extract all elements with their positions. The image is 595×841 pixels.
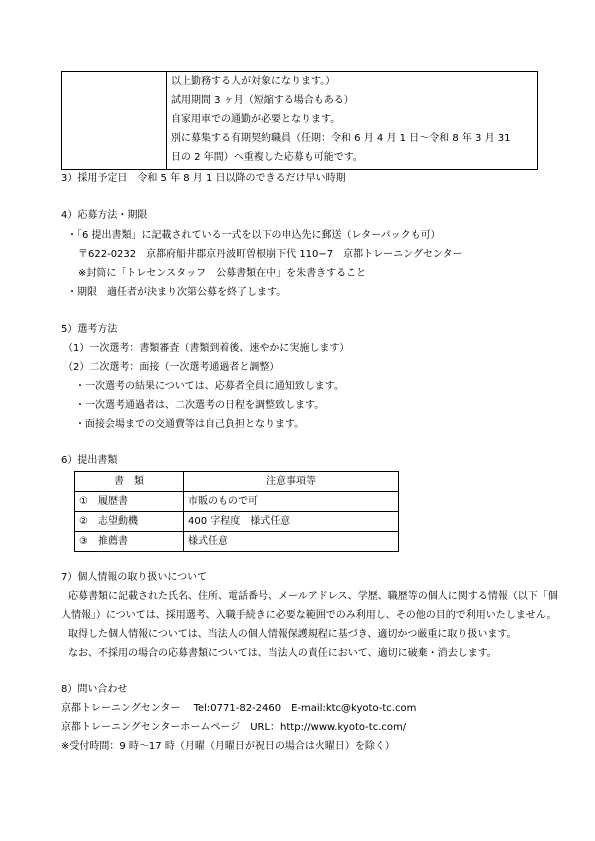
section-4-note: ※封筒に「トレセンスタッフ 公募書類在中」を朱書きすること (78, 268, 367, 279)
section-7-line: 取得した個人情報については、当法人の個人情報保護規程に基づき、適切かつ厳重に取り扱います。 (68, 629, 517, 640)
section-5-heading: 5）選考方法 (61, 324, 118, 335)
section-7-line: 応募書類に記載された氏名、住所、電話番号、メールアドレス、学歴、職歴等の個人に関する情報（以下「個 (68, 591, 558, 602)
section-4-heading: 4）応募方法・期限 (61, 210, 148, 221)
table-row (75, 532, 399, 552)
documents-table (74, 471, 399, 552)
top-table-line: 以上勤務する人が対象になります。） (171, 76, 336, 87)
top-table-line: 試用期間 3 ヶ月（短縮する場合もある） (171, 95, 354, 106)
top-table-line: 日の 2 年間）へ重複した応募も可能です。 (171, 152, 363, 163)
hours-line: ※受付時間：9 時～17 時（月曜（月曜日が祝日の場合は火曜日）を除く） (61, 741, 395, 752)
website-line: 京都トレーニングセンターホームページ URL：http://www.kyoto-tc.com/ (61, 722, 407, 733)
section-3-heading: 3）採用予定日 令和 5 年 8 月 1 日以降のできるだけ早い時期 (61, 173, 346, 184)
section-4-line: ・「6 提出書類」に記載されている一式を以下の申込先に郵送（レターパックも可） (67, 230, 441, 241)
documents-table-cell: ① 履歴書 (75, 492, 184, 512)
documents-table-header: 注意事項等 (184, 472, 399, 492)
documents-table-cell: 様式任意 (184, 532, 399, 552)
section-5-line: ・一次選考の結果については、応募者全員に通知致します。 (75, 381, 344, 392)
documents-table-cell: 市販のもので可 (184, 492, 399, 512)
section-4-address: 〒622-0232 京都府船井郡京丹波町曽根崩下代 110−7 京都トレーニングセンター (78, 249, 463, 260)
documents-table-cell: ② 志望動機 (75, 512, 184, 532)
section-7-line: 人情報」）については、採用選考、入職手続きに必要な範囲でのみ利用し、その他の目的で利用いたしません。 (61, 610, 557, 621)
top-table-line: 別に募集する有期契約職員（任期：令和 6 月 4 月 1 日～令和 8 年 3 月 31 (171, 133, 511, 144)
section-5-line: （2）二次選考：面接（一次選考通過者と調整） (63, 362, 280, 373)
documents-table-cell: ③ 推薦書 (75, 532, 184, 552)
documents-table-cell: 400 字程度 様式任意 (184, 512, 399, 532)
top-table-line: 自家用車での通勤が必要となります。 (171, 114, 341, 125)
documents-table-header-row (75, 472, 399, 492)
table-row (75, 492, 399, 512)
section-8-heading: 8）問い合わせ (61, 684, 128, 695)
contact-line: 京都トレーニングセンター Tel:0771-82-2460 E-mail:ktc@kyoto-tc.com (61, 703, 417, 714)
section-7-line: なお、不採用の場合の応募書類については、当法人の責任において、適切に破棄・消去します。 (68, 648, 497, 659)
section-5-line: ・一次選考通過者は、二次選考の日程を調整致します。 (75, 400, 325, 411)
section-4-deadline: ・期限 適任者が決まり次第公募を終了します。 (67, 287, 287, 298)
table-row (75, 512, 399, 532)
section-7-heading: 7）個人情報の取り扱いについて (61, 572, 208, 583)
section-5-line: ・面接会場までの交通費等は自己負担となります。 (75, 419, 305, 430)
documents-table-header: 書 類 (75, 472, 184, 492)
top-table-label-cell (62, 72, 167, 170)
top-table (61, 71, 538, 170)
section-6-heading: 6）提出書類 (61, 455, 118, 466)
top-table-content-cell (167, 72, 538, 170)
section-5-line: （1）一次選考：書類審査（書類到着後、速やかに実施します） (63, 343, 350, 354)
